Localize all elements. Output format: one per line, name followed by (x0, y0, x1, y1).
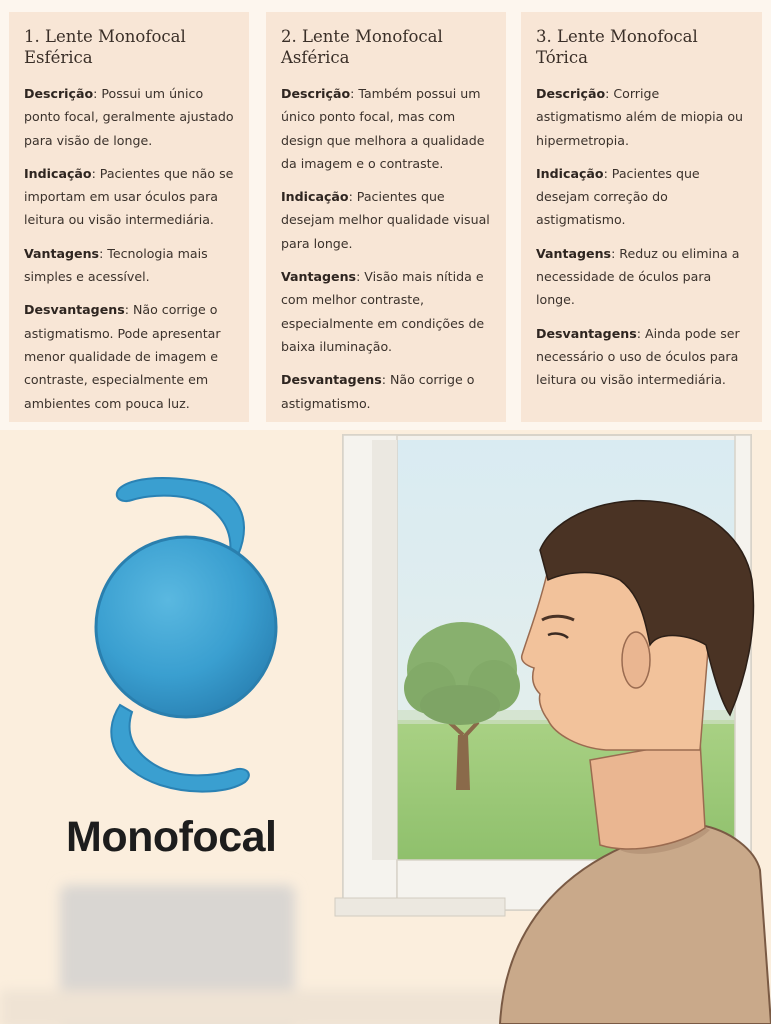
card-monofocal-asferica (266, 12, 506, 422)
card-monofocal-torica (521, 12, 762, 422)
row-text: : Pacientes que desejam melhor qualidade visual para longe. (281, 189, 490, 251)
row-label: Desvantagens (281, 372, 382, 388)
row-text: : Corrige astigmatismo além de miopia ou hipermetropia. (536, 86, 744, 148)
row-text: : Não corrige o astigmatismo. Pode apresentar menor qualidade de imagem e contraste, especialmente em ambientes com pouca luz. (24, 302, 221, 411)
row-label: Descrição (281, 86, 351, 101)
monofocal-illustration (0, 430, 771, 1024)
row-label: Desvantagens (536, 325, 637, 341)
card-row-indicacao (281, 185, 492, 255)
card-row-descricao (536, 82, 748, 152)
lens-cards-section (0, 0, 771, 430)
card-title: 2. Lente Monofocal Asférica (281, 27, 443, 67)
card-row-vantagens (24, 242, 235, 289)
row-label: Indicação (281, 189, 349, 205)
row-label: Vantagens (24, 245, 100, 261)
row-label: Descrição (24, 86, 94, 101)
card-row-desvantagens (536, 322, 748, 392)
illustration-art (0, 430, 771, 1024)
card-row-indicacao (24, 162, 235, 232)
card-row-descricao (281, 82, 492, 175)
card-row-indicacao (536, 162, 748, 232)
card-monofocal-esferica (9, 12, 249, 422)
row-label: Vantagens (281, 269, 357, 285)
card-title: 1. Lente Monofocal Esférica (24, 27, 186, 67)
row-text: : Também possui um único ponto focal, mas com design que melhora a qualidade da imagem e o contraste. (281, 86, 485, 171)
card-row-descricao (24, 82, 235, 152)
card-row-vantagens (281, 265, 492, 358)
monofocal-logo-text: Monofocal (66, 813, 277, 861)
row-label: Vantagens (536, 245, 612, 261)
row-text: : Não corrige o astigmatismo. (281, 372, 475, 411)
row-label: Indicação (536, 165, 604, 181)
row-text: : Possui um único ponto focal, geralmente ajustado para visão de longe. (24, 86, 234, 148)
row-label: Descrição (536, 86, 606, 101)
row-text: : Ainda pode ser necessário o uso de óculos para leitura ou visão intermediária. (536, 325, 740, 388)
card-row-desvantagens (281, 368, 492, 415)
row-label: Desvantagens (24, 302, 125, 318)
row-text: : Tecnologia mais simples e acessível. (24, 245, 208, 285)
card-title: 3. Lente Monofocal Tórica (536, 27, 698, 67)
row-text: : Reduz ou elimina a necessidade de óculos para longe. (536, 245, 740, 308)
row-label: Indicação (24, 165, 92, 181)
card-row-desvantagens (24, 298, 235, 414)
row-text: : Pacientes que não se importam em usar óculos para leitura ou visão intermediária. (24, 165, 234, 228)
card-row-vantagens (536, 242, 748, 312)
row-text: : Visão mais nítida e com melhor contraste, especialmente em condições de baixa iluminação. (281, 269, 485, 354)
row-text: : Pacientes que desejam correção do astigmatismo. (536, 165, 700, 228)
